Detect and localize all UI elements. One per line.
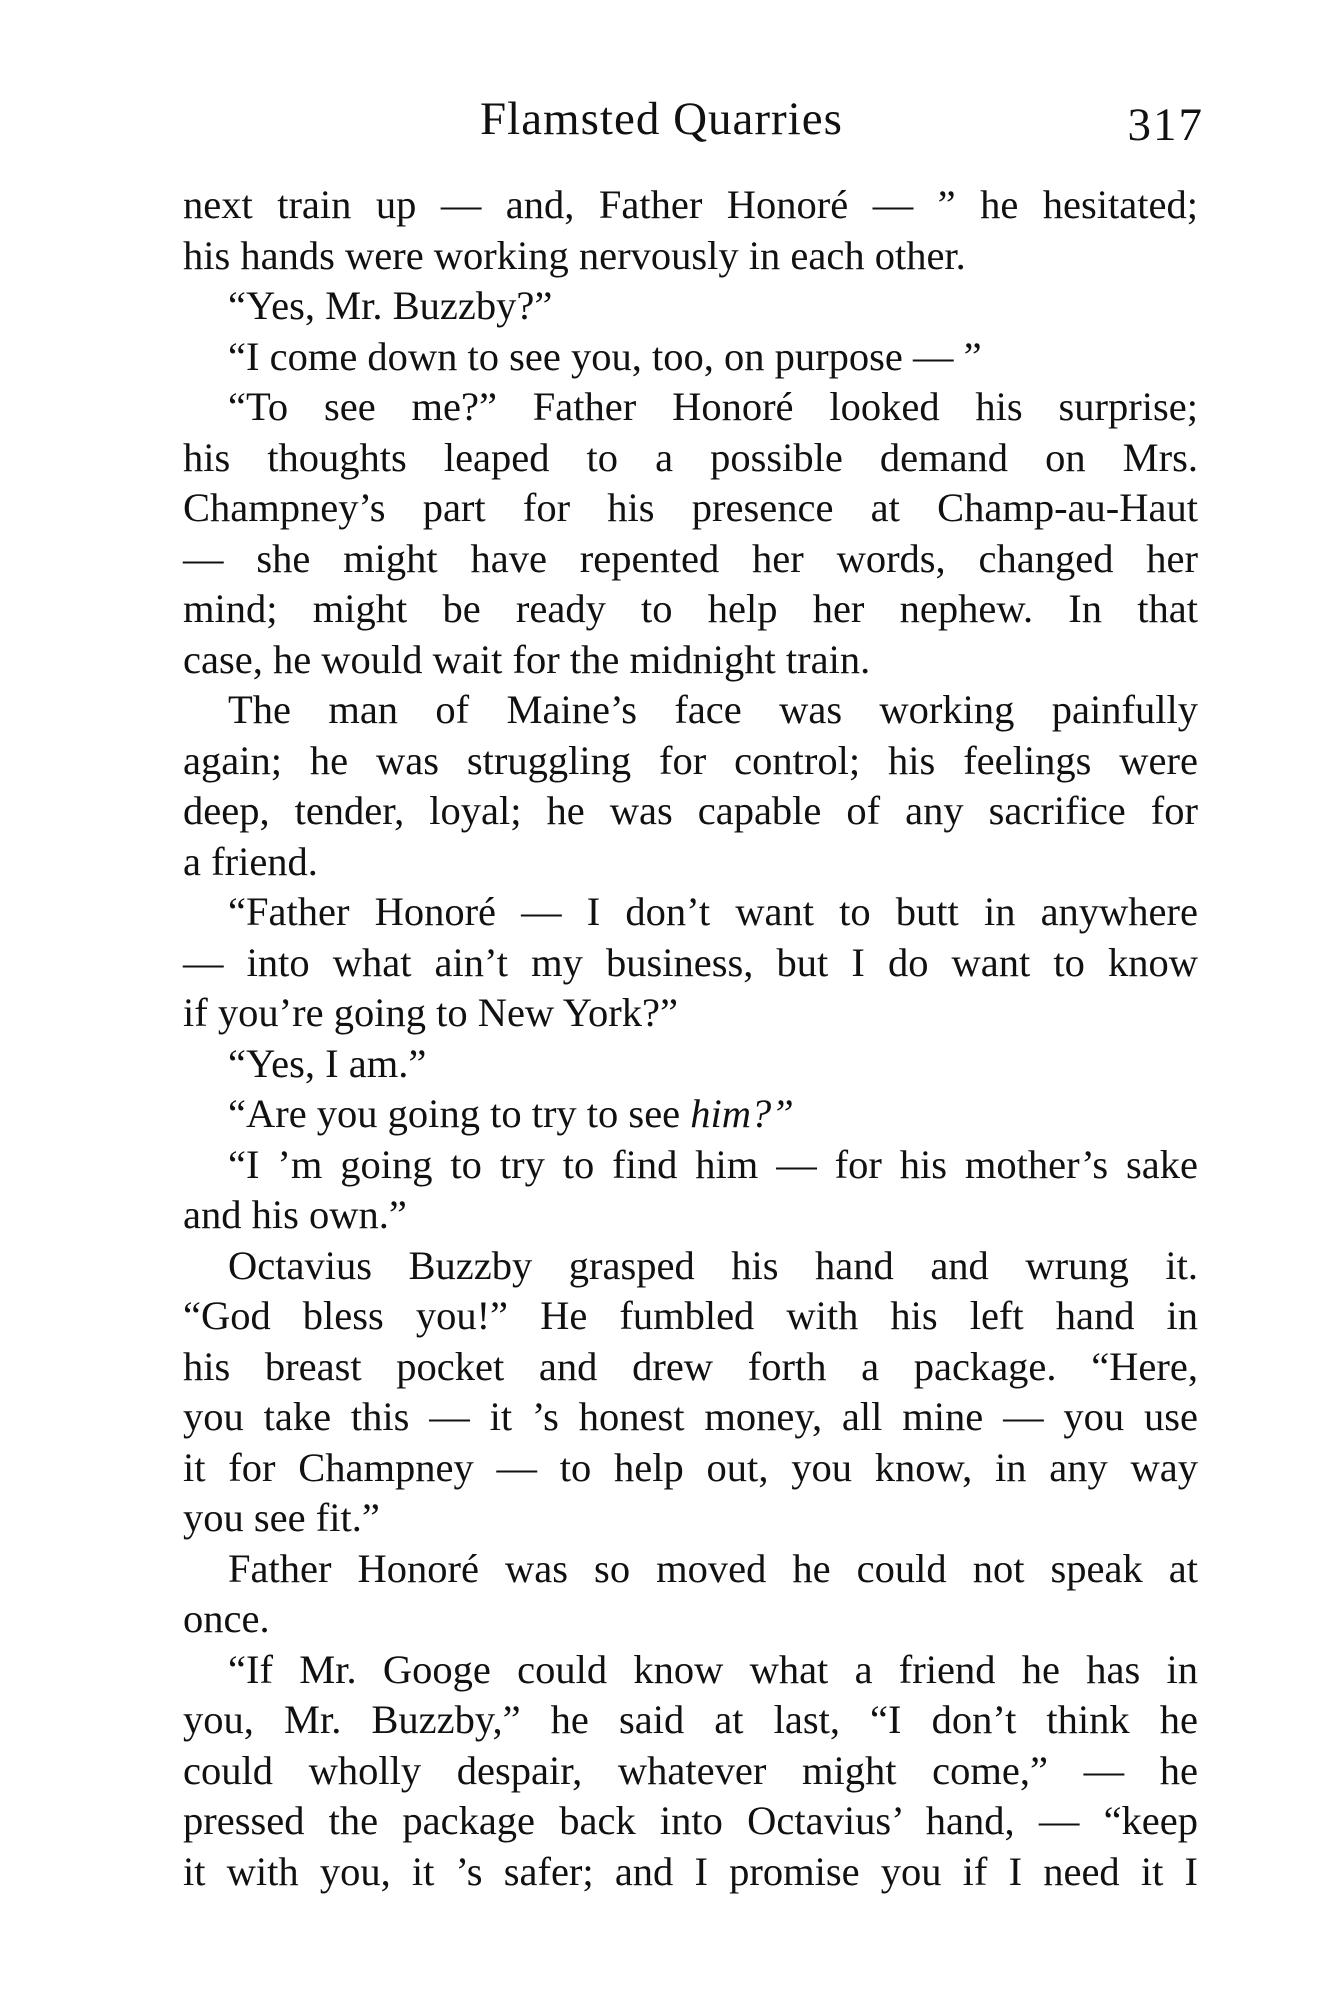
text-line: you see fit.” <box>183 1495 380 1540</box>
text-line: The man of Maine’s face was working painfully <box>228 687 1198 732</box>
text-line: Octavius Buzzby grasped his hand and wrung it. <box>228 1242 1198 1288</box>
page-header <box>0 92 1320 172</box>
text-line: it for Champney — to help out, you know, in any way <box>183 1444 1198 1490</box>
running-title: Flamsted Quarries <box>480 93 843 145</box>
text-line: his breast pocket and drew forth a package. “Here, <box>183 1343 1198 1389</box>
text-line: — into what ain’t my business, but I do want to know <box>183 939 1198 985</box>
text-line <box>183 1089 1198 1140</box>
text-line: “Yes, Mr. Buzzby?” <box>228 283 553 328</box>
text-line: pressed the package back into Octavius’ hand, — “keep <box>183 1798 1198 1843</box>
text-line: “I come down to see you, too, on purpose — ” <box>228 333 982 379</box>
body-text <box>183 180 1198 1897</box>
text-line: case, he would wait for the midnight train. <box>183 636 871 682</box>
text-line: and his own.” <box>183 1192 407 1237</box>
text-line: a friend. <box>183 838 318 884</box>
text-line: Champney’s part for his presence at Champ-au-Haut <box>183 485 1198 530</box>
text-line: “To see me?” Father Honoré looked his surprise; <box>228 384 1198 429</box>
text-line: could wholly despair, whatever might come,” — he <box>183 1747 1198 1793</box>
text-line: again; he was struggling for control; his feelings were <box>183 737 1198 783</box>
text-line: Father Honoré was so moved he could not speak at <box>228 1545 1198 1591</box>
text-line: you take this — it ’s honest money, all mine — you use <box>183 1394 1198 1439</box>
text-line: his hands were working nervously in each other. <box>183 232 966 278</box>
text-line: if you’re going to New York?” <box>183 990 678 1035</box>
text-line: once. <box>183 1596 270 1641</box>
line-text: “Are you going to try to see <box>228 1091 691 1136</box>
text-line: you, Mr. Buzzby,” he said at last, “I don’t think he <box>183 1697 1198 1742</box>
text-line: next train up — and, Father Honoré — ” he hesitated; <box>183 182 1198 227</box>
page-number: 317 <box>1127 99 1204 151</box>
text-line: “Father Honoré — I don’t want to butt in anywhere <box>228 889 1198 934</box>
text-line: “God bless you!” He fumbled with his left hand in <box>183 1293 1198 1338</box>
text-line: “I ’m going to try to find him — for his mother’s sake <box>228 1141 1198 1187</box>
text-line: “Yes, I am.” <box>228 1040 427 1086</box>
text-line: his thoughts leaped to a possible demand on Mrs. <box>183 434 1198 480</box>
text-line: deep, tender, loyal; he was capable of any sacrifice for <box>183 788 1198 833</box>
text-line: “If Mr. Googe could know what a friend he has in <box>228 1646 1198 1692</box>
text-line: mind; might be ready to help her nephew. In that <box>183 586 1198 631</box>
text-line: it with you, it ’s safer; and I promise you if I need it I <box>183 1848 1198 1894</box>
emphasis-him: him?” <box>690 1091 794 1136</box>
text-line: — she might have repented her words, changed her <box>183 535 1198 581</box>
